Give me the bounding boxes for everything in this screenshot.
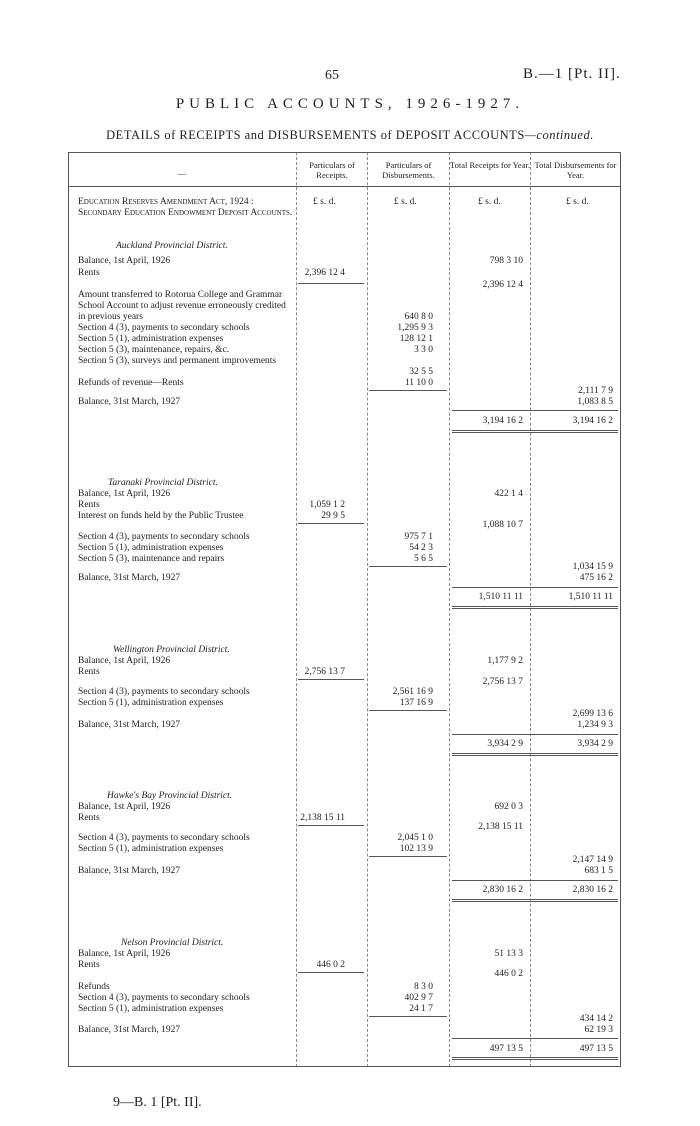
amount: 2,699 13 6: [572, 709, 613, 719]
row-label: Balance, 1st April, 1926: [78, 949, 171, 959]
row-label: Section 5 (3), maintenance and repairs: [78, 554, 225, 564]
total-amount: 497 13 5: [579, 1044, 613, 1054]
table-bottom-border: [68, 1066, 620, 1067]
column-header-disbursements: Particulars of Disbursements.: [382, 160, 435, 180]
row-label: Amount transferred to Rotorua College and Grammar School Account to adjust revenue erroneously credited in previous years: [78, 290, 286, 322]
amount: 137 16 9: [399, 698, 433, 708]
amount: 1,295 9 3: [397, 323, 433, 333]
amount: 640 8 0: [404, 312, 433, 322]
subtotal-rule: [298, 825, 364, 826]
subtotal-rule: [298, 679, 364, 680]
subtotal-rule: [369, 710, 447, 711]
row-label: Balance, 1st April, 1926: [78, 656, 171, 666]
subtotal-rule: [369, 390, 447, 391]
amount: 32 5 5: [409, 367, 433, 377]
column-header-blank: —: [177, 168, 187, 178]
total-rule: [452, 1038, 618, 1039]
table-left-border: [68, 152, 69, 1067]
total-rule: [452, 880, 618, 881]
total-amount: 1,510 11 11: [568, 592, 613, 602]
page-number: 65: [325, 68, 339, 83]
amount: 1,234 9 3: [577, 720, 613, 730]
amount: 2,045 1 0: [397, 833, 433, 843]
column-divider: [449, 152, 450, 1067]
amount: 51 13 3: [494, 949, 523, 959]
column-divider: [530, 152, 531, 1067]
row-label: Section 5 (1), administration expenses: [78, 844, 224, 854]
total-double-rule: [452, 899, 618, 902]
row-label: Interest on funds held by the Public Trustee: [78, 511, 244, 521]
amount: 1,177 9 2: [487, 656, 523, 666]
unit-label: £ s. d.: [313, 197, 336, 207]
column-header-total-receipts: Total Receipts for Year.: [450, 160, 530, 170]
row-label: Rents: [78, 960, 100, 970]
row-label: Refunds of revenue—Rents: [78, 378, 184, 388]
total-amount: 2,830 16 2: [482, 885, 523, 895]
column-divider: [296, 152, 297, 1067]
row-label: Section 4 (3), payments to secondary schools: [78, 687, 250, 697]
amount: 3 3 0: [414, 345, 433, 355]
total-amount: 3,934 2 9: [487, 739, 523, 749]
amount: 446 0 2: [316, 960, 345, 970]
unit-label: £ s. d.: [478, 197, 501, 207]
subtotal-rule: [298, 523, 364, 524]
amount: 11 10 0: [404, 378, 433, 388]
subtitle-continued: —continued.: [524, 128, 594, 142]
amount: 1,059 1 2: [309, 500, 345, 510]
total-double-rule: [452, 753, 618, 756]
subtotal-rule: [369, 856, 447, 857]
row-label: Balance, 1st April, 1926: [78, 489, 171, 499]
total-amount: 3,934 2 9: [577, 739, 613, 749]
row-label: Section 5 (1), administration expenses: [78, 334, 224, 344]
row-label: Section 4 (3), payments to secondary schools: [78, 833, 250, 843]
row-label: Rents: [78, 813, 100, 823]
column-divider: [367, 152, 368, 1067]
unit-label: £ s. d.: [566, 197, 589, 207]
page-reference: B.—1 [Pt. II].: [523, 66, 621, 82]
subtitle-main: DETAILS of RECEIPTS and DISBURSEMENTS of DEPOSIT ACCOUNTS: [106, 128, 525, 142]
total-rule: [452, 410, 618, 411]
row-label: Section 5 (3), maintenance, repairs, &c.: [78, 345, 230, 355]
amount: 54 2 3: [409, 543, 433, 553]
row-label: Refunds: [78, 982, 110, 992]
total-double-rule: [452, 606, 618, 609]
amount: 1,088 10 7: [482, 520, 523, 530]
amount: 422 1 4: [494, 489, 523, 499]
total-rule: [452, 587, 618, 588]
page-subtitle: [0, 128, 700, 143]
row-label: Balance, 31st March, 1927: [78, 720, 181, 730]
district-heading: Wellington Provincial District.: [113, 645, 230, 655]
row-label: Section 5 (1), administration expenses: [78, 698, 224, 708]
total-amount: 497 13 5: [489, 1044, 523, 1054]
row-label: Balance, 31st March, 1927: [78, 866, 181, 876]
amount: 2,111 7 9: [578, 386, 613, 396]
column-header-receipts: Particulars of Receipts.: [309, 160, 355, 180]
row-label: Rents: [78, 268, 100, 278]
amount: 2,756 13 7: [304, 667, 345, 677]
district-heading: Hawke's Bay Provincial District.: [107, 791, 233, 801]
header-bottom-rule: [68, 186, 620, 187]
amount: 62 19 3: [584, 1025, 613, 1035]
amount: 5 6 5: [414, 554, 433, 564]
row-label: Section 5 (1), administration expenses: [78, 1004, 224, 1014]
total-amount: 2,830 16 2: [572, 885, 613, 895]
table-top-border: [68, 152, 620, 153]
amount: 2,138 15 11: [478, 822, 523, 832]
row-label: Section 5 (1), administration expenses: [78, 543, 224, 553]
amount: 798 3 10: [489, 256, 523, 266]
row-label: Rents: [78, 500, 100, 510]
subtotal-rule: [298, 972, 364, 973]
total-rule: [452, 734, 618, 735]
amount: 1,034 15 9: [572, 562, 613, 572]
amount: 2,561 16 9: [392, 687, 433, 697]
column-header-total-disbursements: Total Disbursements for Year.: [534, 160, 617, 180]
row-label: Balance, 1st April, 1926: [78, 802, 171, 812]
district-heading: Auckland Provincial District.: [116, 241, 228, 251]
amount: 434 14 2: [579, 1014, 613, 1024]
amount: 975 7 1: [404, 532, 433, 542]
account-title: Education Reserves Amendment Act, 1924 : Secondary Education Endowment Deposit Accounts.: [78, 197, 293, 218]
district-heading: Nelson Provincial District.: [121, 938, 224, 948]
row-label: Rents: [78, 667, 100, 677]
district-heading: Taranaki Provincial District.: [108, 478, 218, 488]
total-amount: 3,194 16 2: [572, 416, 613, 426]
subtotal-rule: [369, 1016, 447, 1017]
unit-label: £ s. d.: [394, 197, 417, 207]
amount: 8 3 0: [414, 982, 433, 992]
table-right-border: [620, 152, 621, 1067]
total-amount: 1,510 11 11: [478, 592, 523, 602]
amount: 2,138 15 11: [300, 813, 345, 823]
amount: 2,147 14 9: [572, 855, 613, 865]
row-label: Section 4 (3), payments to secondary schools: [78, 323, 250, 333]
page-title: PUBLIC ACCOUNTS, 1926-1927.: [175, 96, 525, 112]
amount: 2,396 12 4: [304, 268, 345, 278]
row-label: Section 5 (3), surveys and permanent improvements: [78, 356, 277, 366]
total-double-rule: [452, 430, 618, 433]
page-footer: 9—B. 1 [Pt. II].: [113, 1095, 202, 1110]
amount: 2,396 12 4: [482, 280, 523, 290]
amount: 1,083 8 5: [577, 397, 613, 407]
subtotal-rule: [298, 283, 364, 284]
amount: 402 9 7: [404, 993, 433, 1003]
amount: 446 0 2: [494, 969, 523, 979]
total-amount: 3,194 16 2: [482, 416, 523, 426]
amount: 29 9 5: [321, 511, 345, 521]
amount: 475 16 2: [579, 573, 613, 583]
row-label: Section 4 (3), payments to secondary schools: [78, 993, 250, 1003]
amount: 102 13 9: [399, 844, 433, 854]
row-label: Balance, 31st March, 1927: [78, 1025, 181, 1035]
amount: 692 0 3: [494, 802, 523, 812]
row-label: Section 4 (3), payments to secondary schools: [78, 532, 250, 542]
amount: 683 1 5: [584, 866, 613, 876]
subtotal-rule: [369, 566, 447, 567]
row-label: Balance, 31st March, 1927: [78, 573, 181, 583]
row-label: Balance, 31st March, 1927: [78, 397, 181, 407]
amount: 24 1 7: [409, 1004, 433, 1014]
total-double-rule: [452, 1057, 618, 1060]
row-label: Balance, 1st April, 1926: [78, 256, 171, 266]
amount: 2,756 13 7: [482, 677, 523, 687]
amount: 128 12 1: [399, 334, 433, 344]
